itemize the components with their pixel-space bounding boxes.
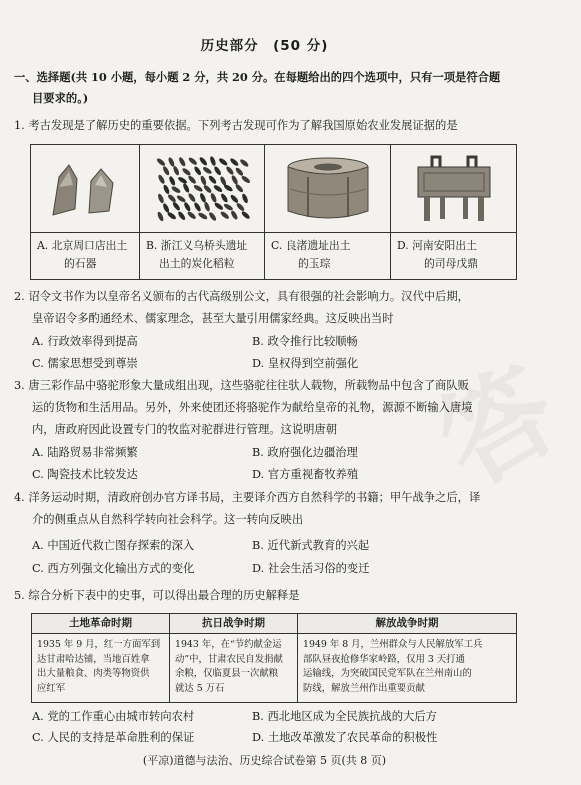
q3-line2: 运的货物和生活用品。另外，外来使团还将骆驼作为献给皇帝的礼物，源源不断输入唐境 xyxy=(32,401,473,414)
rice-grain xyxy=(167,156,175,167)
table-column-liberation-war xyxy=(298,614,516,702)
rice-grain xyxy=(157,173,166,184)
rice-grain xyxy=(183,201,192,212)
table-header: 抗日战争时期 xyxy=(170,614,297,634)
rice-grain xyxy=(239,158,250,168)
q4-option-d[interactable]: D. 社会生活习俗的变迁 xyxy=(252,562,370,575)
q4-option-c[interactable]: C. 西方列强文化输出方式的变化 xyxy=(32,562,195,575)
q3-line3: 内，唐政府因此设置专门的牧监对驼群进行管理。这说明唐朝 xyxy=(32,423,338,436)
q1-option-d xyxy=(391,145,516,279)
rice-grain xyxy=(187,174,197,184)
rice-grain xyxy=(241,192,249,203)
table-cell-line: 部队昼夜抢修华家岭路，仅用 3 天打通 xyxy=(303,653,465,665)
rice-grain xyxy=(220,210,231,220)
rice-grain xyxy=(210,192,218,203)
rice-grain xyxy=(234,183,244,193)
rice-grain xyxy=(162,202,170,213)
rice-grain xyxy=(168,175,176,186)
q1-option-b xyxy=(140,145,265,279)
section-instruction-line2: 目要求的。) xyxy=(32,91,89,105)
rice-grain xyxy=(177,210,187,221)
page-footer: (平凉)道德与法治、历史综合试卷第 5 页(共 8 页) xyxy=(142,754,387,767)
rice-grain xyxy=(230,209,239,220)
rice-grain xyxy=(186,210,196,220)
table-cell-line: 动”中，甘肃农民自发捐献 xyxy=(175,653,283,665)
q2-option-d[interactable]: D. 皇权得到空前强化 xyxy=(252,357,359,370)
rice-grain xyxy=(203,201,211,212)
q1-option-c-caption1: C. 良渚遗址出土 xyxy=(271,239,351,252)
rice-grain xyxy=(162,165,171,176)
q3-line1: 3. 唐三彩作品中骆驼形象大量成组出现，这些骆驼往往驮人载物，所载物品中包含了商队贩 xyxy=(14,379,469,392)
rice-grain xyxy=(156,211,164,222)
rice-grain xyxy=(178,156,187,167)
q3-option-a[interactable]: A. 陆路贸易非常频繁 xyxy=(32,446,138,459)
rice-grain xyxy=(198,156,208,166)
bronze-ding-icon xyxy=(391,145,516,233)
carbonized-rice-icon xyxy=(140,145,264,233)
page-title: 历史部分 (50 分) xyxy=(200,38,329,54)
rice-grain xyxy=(234,166,244,176)
q3-option-c[interactable]: C. 陶瓷技术比较发达 xyxy=(32,468,138,481)
table-header: 解放战争时期 xyxy=(298,614,516,634)
table-cell-line: 运输线，为突破国民党军队在兰州南山的 xyxy=(303,668,472,679)
rice-grain xyxy=(171,185,182,194)
rice-grain xyxy=(167,193,177,203)
q5-option-b[interactable]: B. 西北地区成为全民族抗战的大后方 xyxy=(252,710,437,723)
q1-option-d-caption2: 的司母戊鼎 xyxy=(424,257,478,270)
q4-line1: 4. 洋务运动时期，清政府创办官方译书局，主要译介西方自然科学的书籍；甲午战争之后，译 xyxy=(14,491,481,504)
q2-line2: 皇帝诏令多酌通经术、儒家理念，甚至大量引用儒家经典。这反映出当时 xyxy=(32,312,394,325)
rice-grain xyxy=(187,192,196,203)
q5-stem: 5. 综合分析下表中的史事，可以得出最合理的历史解释是 xyxy=(14,589,300,602)
q1-option-c-caption2: 的玉琮 xyxy=(298,257,331,270)
q1-option-d-caption1: D. 河南安阳出土 xyxy=(397,239,477,252)
rice-grain xyxy=(157,193,165,204)
rice-grain xyxy=(202,183,212,193)
jade-cong-icon xyxy=(265,145,390,233)
table-column-anti-japanese-war xyxy=(170,614,298,702)
rice-grain xyxy=(193,165,202,176)
rice-grain xyxy=(229,193,239,203)
q2-option-b[interactable]: B. 政令推行比较顺畅 xyxy=(252,335,358,348)
q1-option-b-caption1: B. 浙江义乌桥头遗址 xyxy=(146,239,248,252)
q2-line1: 2. 诏令文书作为以皇帝名义颁布的古代高级别公文，具有很强的社会影响力。汉代中后期， xyxy=(14,290,469,303)
q4-line2: 介的侧重点从自然科学转向社会科学。这一转向反映出 xyxy=(32,513,304,526)
q4-option-a[interactable]: A. 中国近代救亡图存探索的深入 xyxy=(32,539,195,552)
q1-stem: 1. 考古发现是了解历史的重要依据。下列考古发现可作为了解我国原始农业发展证据的是 xyxy=(14,119,458,132)
q1-option-c xyxy=(265,145,391,279)
rice-grain xyxy=(162,183,170,194)
table-cell-line: 达甘肃哈达铺，当地百姓拿 xyxy=(37,653,150,665)
q5-option-a[interactable]: A. 党的工作重心由城市转向农村 xyxy=(32,710,195,723)
table-cell-line: 应红军 xyxy=(37,682,66,694)
rice-grain xyxy=(193,201,202,212)
table-cell-line: 1943 年，在“节约献金运 xyxy=(175,639,282,650)
rice-grain xyxy=(240,210,250,220)
q4-option-b[interactable]: B. 近代新式教育的兴起 xyxy=(252,539,370,552)
q1-option-a xyxy=(31,145,140,279)
rice-grain xyxy=(197,211,208,220)
q5-history-table xyxy=(31,613,517,703)
rice-grain xyxy=(182,182,190,193)
rice-grain xyxy=(188,156,199,166)
rice-grain xyxy=(229,157,239,167)
section-instruction-line1: 一、选择题(共 10 小题，每小题 2 分，共 20 分。在每题给出的四个选项中，只有一项是符合题 xyxy=(14,70,501,84)
rice-grain xyxy=(199,175,207,186)
table-cell-line: 就达 5 万石 xyxy=(175,682,225,694)
q3-option-b[interactable]: B. 政府强化边疆治理 xyxy=(252,446,358,459)
q1-image-table xyxy=(30,144,517,280)
q2-option-c[interactable]: C. 儒家思想受到尊崇 xyxy=(32,357,138,370)
rice-grain xyxy=(181,166,192,176)
rice-grain xyxy=(218,157,229,167)
rice-grain xyxy=(176,194,187,203)
rice-grain xyxy=(213,165,222,176)
q3-option-d[interactable]: D. 官方重视畜牧养殖 xyxy=(252,468,359,481)
q5-option-c[interactable]: C. 人民的支持是革命胜利的保证 xyxy=(32,731,195,744)
rice-grain xyxy=(230,174,239,185)
watermark: 答 xyxy=(418,343,579,510)
rice-grain xyxy=(193,183,204,192)
table-cell-line: 1935 年 9 月，红一方面军到 xyxy=(37,639,161,650)
rice-grain xyxy=(213,201,224,211)
table-header: 土地革命时期 xyxy=(32,614,169,634)
q1-option-b-caption2: 出土的炭化稻粒 xyxy=(159,257,235,270)
table-cell-line: 出大量粮食、肉类等物资供 xyxy=(37,668,150,679)
rice-grain xyxy=(208,211,218,222)
q2-option-a[interactable]: A. 行政效率得到提高 xyxy=(32,335,138,348)
q1-option-a-caption2: 的石器 xyxy=(64,257,97,270)
q1-option-a-caption1: A. 北京周口店出土 xyxy=(37,239,128,252)
rice-grain xyxy=(240,174,251,183)
q5-option-d[interactable]: D. 土地改革激发了农民革命的积极性 xyxy=(252,731,438,744)
rice-grain xyxy=(199,192,207,203)
rice-grain xyxy=(209,155,217,166)
rice-grain xyxy=(225,165,235,175)
rice-grain xyxy=(235,201,245,211)
rice-grain xyxy=(223,202,234,211)
table-cell-line: 1949 年 8 月，兰州群众与人民解放军工兵 xyxy=(303,639,483,650)
stone-tools-icon xyxy=(31,145,139,233)
rice-grain xyxy=(202,165,213,174)
table-column-land-revolution xyxy=(32,614,170,702)
rice-grain xyxy=(156,157,166,167)
rice-grain xyxy=(172,200,182,211)
rice-grain xyxy=(213,183,224,192)
table-cell-line: 防线，解放兰州作出重要贡献 xyxy=(303,682,425,694)
rice-grain xyxy=(172,165,180,176)
rice-grain xyxy=(208,174,218,184)
table-cell-line: 余粮，仅临夏县一次献粮 xyxy=(175,668,279,679)
rice-grain xyxy=(177,175,188,184)
rice-grain xyxy=(220,192,229,203)
